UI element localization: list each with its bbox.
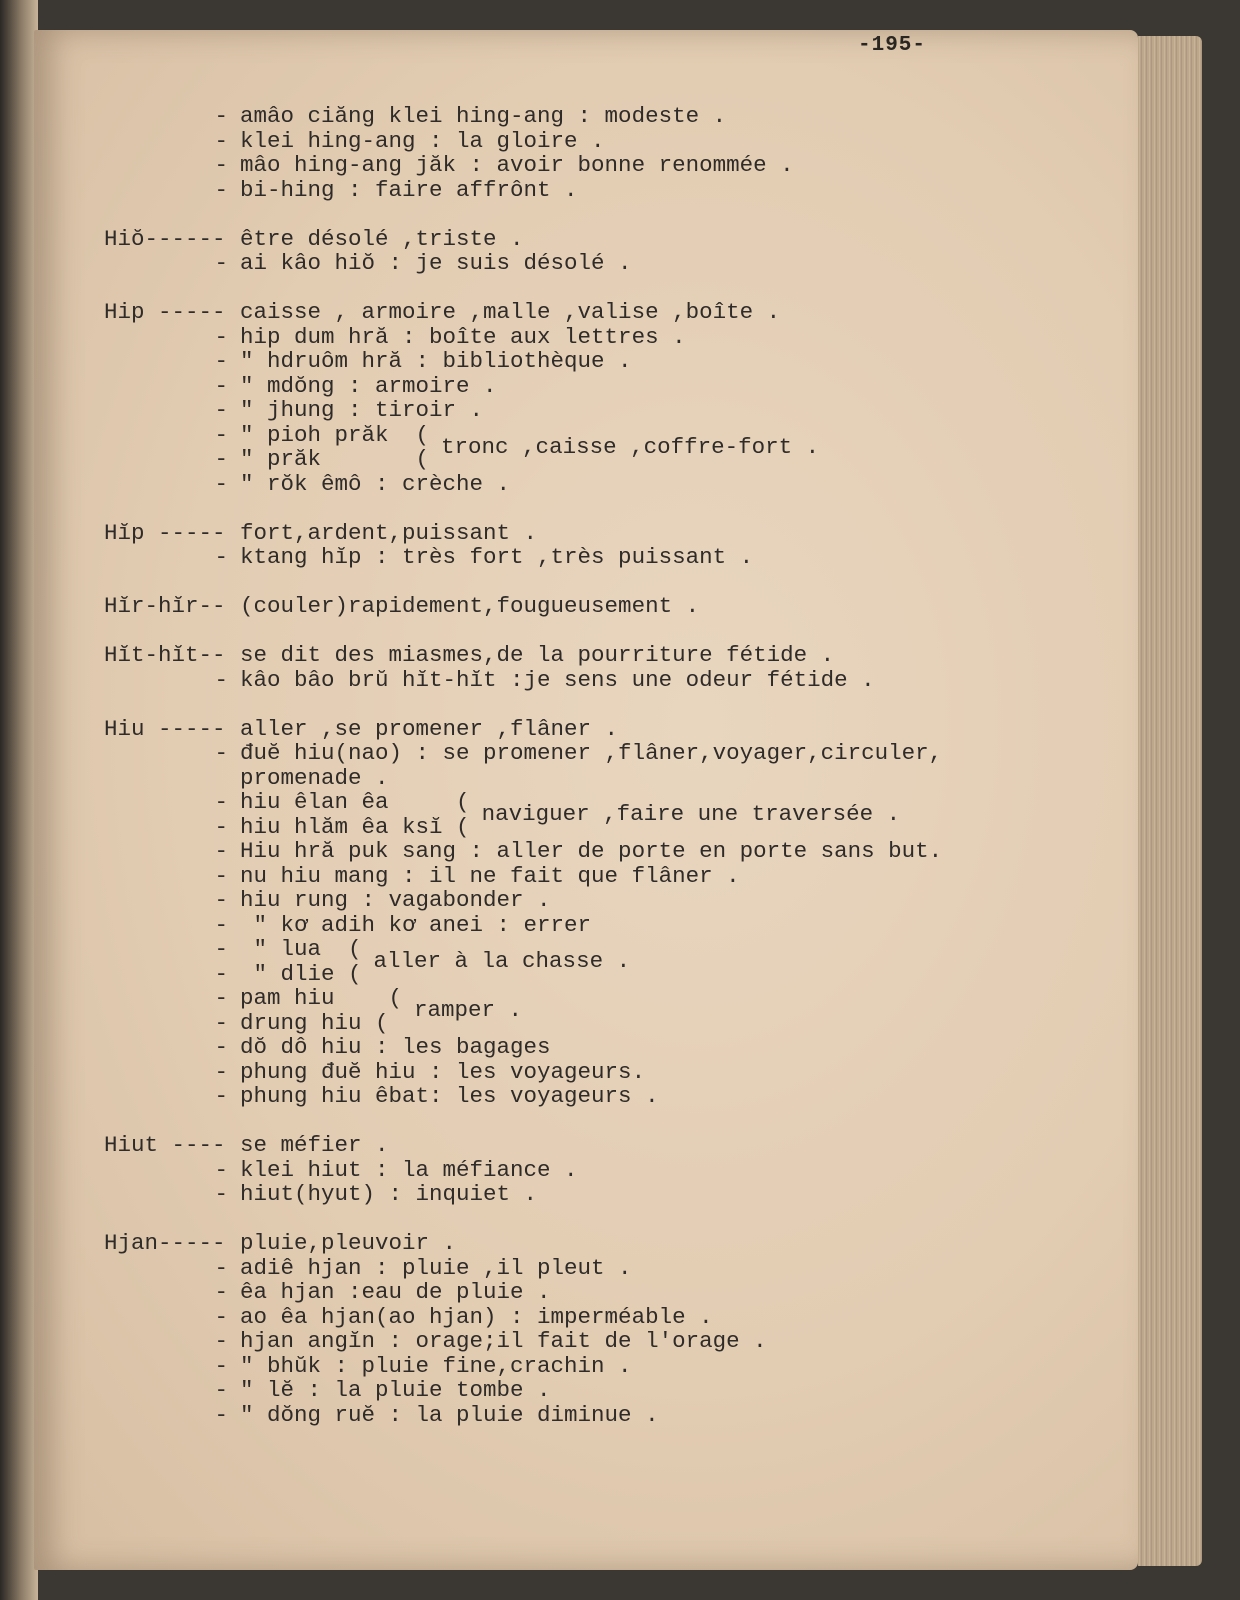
example-line: - ktang hĭp : très fort ,très puissant . — [214, 544, 754, 570]
page-number: -195- — [858, 34, 927, 57]
dictionary-entries — [104, 104, 1114, 1452]
grouped-lines: - hiu êlan êa ( - hiu hlăm êa ksĭ ( naviguer ,faire une traversée . — [214, 789, 901, 840]
dictionary-entry — [104, 1133, 1114, 1207]
example-line: - " dŏng ruĕ : la pluie diminue . — [214, 1401, 659, 1428]
example-line: - hiu rung : vagabonder . — [214, 887, 551, 913]
grouped-lines: - " lua ( - " dlie ( aller à la chasse . — [214, 936, 631, 987]
headword: Hip ----- — [104, 299, 226, 325]
example-line: - amâo ciăng klei hing-ang : modeste . — [214, 103, 727, 129]
headword: Hĭt-hĭt-- — [104, 642, 226, 668]
example-line: - bi-hing : faire affrônt . — [214, 176, 578, 203]
example-line: - " kơ adih kơ anei : errer — [214, 911, 592, 938]
definition: caisse , armoire ,malle ,valise ,boîte . — [240, 299, 781, 325]
definition: se méfier . — [240, 1132, 389, 1158]
headword-line — [104, 1133, 1114, 1158]
headword-line — [104, 227, 1114, 252]
dictionary-entry — [104, 1231, 1114, 1427]
group-meaning: naviguer ,faire une traversée . — [481, 801, 901, 828]
headword-line — [104, 643, 1114, 668]
example-line: - " bhŭk : pluie fine,crachin . — [214, 1352, 632, 1379]
headword-line — [104, 521, 1114, 546]
book-spine-edge — [0, 0, 38, 1600]
dictionary-entry — [104, 521, 1114, 570]
example-line: - kâo bâo brŭ hĭt-hĭt :je sens une odeur fétide . — [214, 666, 875, 693]
example-line: - klei hiut : la méfiance . — [214, 1156, 578, 1183]
example-line: - hiut(hyut) : inquiet . — [214, 1181, 538, 1207]
dictionary-entry — [104, 717, 1114, 1109]
headword-line — [104, 300, 1114, 325]
example-line: - dŏ dô hiu : les bagages — [214, 1034, 551, 1060]
dictionary-entry — [104, 594, 1114, 619]
dictionary-entry — [104, 227, 1114, 276]
example-line: - hip dum hră : boîte aux lettres . — [214, 323, 686, 350]
example-line: - ai kâo hiŏ : je suis désolé . — [214, 250, 632, 276]
headword: Hiŏ------ — [104, 225, 226, 252]
group-meaning: ramper . — [414, 997, 523, 1024]
example-line: - " hdruôm hră : bibliothèque . — [214, 348, 632, 374]
headword-line — [104, 594, 1114, 619]
example-line: - đuĕ hiu(nao) : se promener ,flâner,voyager,circuler, — [214, 740, 943, 766]
definition: fort,ardent,puissant . — [240, 519, 538, 546]
example-line: - " rŏk êmô : crèche . — [214, 470, 511, 497]
continuation-line: promenade . — [240, 764, 389, 791]
headword: Hiut ---- — [104, 1132, 226, 1158]
definition: être désolé ,triste . — [240, 225, 524, 252]
page-block-edge — [1138, 36, 1202, 1566]
example-line: - " lĕ : la pluie tombe . — [214, 1377, 551, 1403]
group-meaning: aller à la chasse . — [373, 948, 631, 975]
definition: aller ,se promener ,flâner . — [240, 715, 619, 742]
definition: se dit des miasmes,de la pourriture fétide . — [240, 642, 835, 668]
example-line: - êa hjan :eau de pluie . — [214, 1279, 551, 1305]
example-line: - mâo hing-ang jăk : avoir bonne renommée . — [214, 152, 794, 178]
headword: Hiu ----- — [104, 715, 226, 742]
headword: Hĭp ----- — [104, 519, 226, 546]
grouped-lines: - pam hiu ( - drung hiu ( ramper . — [214, 985, 523, 1036]
definition: (couler)rapidement,fougueusement . — [240, 593, 700, 619]
example-line: - " mdŏng : armoire . — [214, 372, 497, 399]
example-line: - Hiu hră puk sang : aller de porte en porte sans but. — [214, 838, 943, 864]
example-line: - nu hiu mang : il ne fait que flâner . — [214, 862, 740, 889]
grouped-lines: - " pioh prăk ( - " prăk ( tronc ,caisse ,coffre-fort . — [214, 421, 820, 472]
example-line: - phung đuĕ hiu : les voyageurs. — [214, 1058, 646, 1085]
group-meaning: tronc ,caisse ,coffre-fort . — [441, 433, 820, 460]
dictionary-entry — [104, 643, 1114, 692]
definition: pluie,pleuvoir . — [240, 1230, 457, 1256]
headword-line — [104, 717, 1114, 742]
example-line: - adiê hjan : pluie ,il pleut . — [214, 1254, 632, 1281]
example-line: - ao êa hjan(ao hjan) : imperméable . — [214, 1303, 713, 1330]
example-line: - hjan angĭn : orage;il fait de l'orage . — [214, 1328, 767, 1354]
dictionary-entry — [104, 300, 1114, 496]
example-line: - " jhung : tiroir . — [214, 397, 484, 423]
headword: Hjan----- — [104, 1230, 226, 1256]
dictionary-entry — [104, 104, 1114, 202]
example-line: - klei hing-ang : la gloire . — [214, 127, 605, 154]
example-line: - phung hiu êbat: les voyageurs . — [214, 1083, 659, 1109]
headword: Hĭr-hĭr-- — [104, 593, 226, 619]
headword-line — [104, 1231, 1114, 1256]
